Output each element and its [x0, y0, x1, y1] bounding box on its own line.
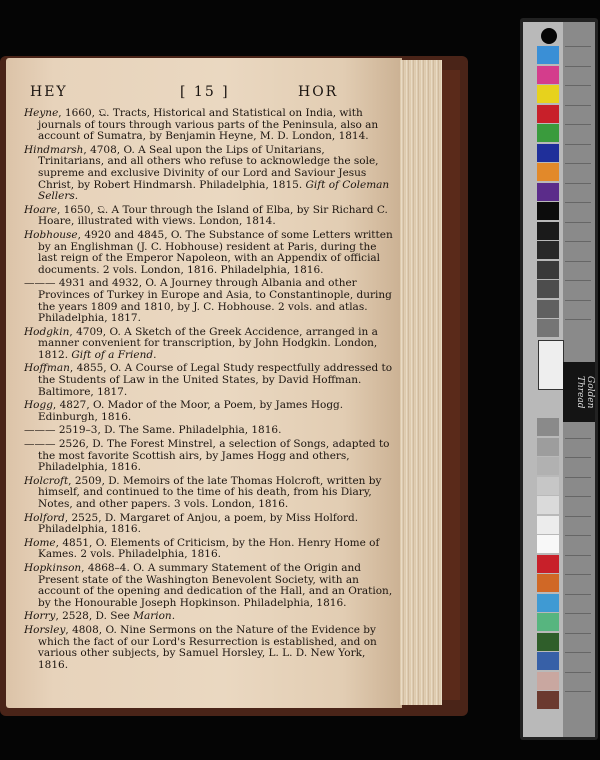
color-card-grid-cell	[565, 672, 591, 691]
color-card-grid-cell	[565, 652, 591, 671]
entry-text: , 4808, O. Nine Sermons on the Nature of the Evidence by which the fact of our Lord's Resurrection is established, and on various other subjects, by Samuel Horsley, L. L. D. New York, 1816.	[38, 623, 377, 671]
color-swatch	[537, 652, 559, 670]
entry-author: Hobhouse	[24, 228, 78, 241]
color-card-grid-cell	[565, 183, 591, 202]
card-hole	[541, 28, 557, 44]
catalog-entry	[24, 108, 394, 143]
entry-text: , 2528, D. See	[55, 610, 130, 623]
color-swatch	[537, 124, 559, 142]
entry-text: 4931 and 4932, O. A Journey through Albania and other Provinces of Turkey in Europe and Asia, to Constantinople, during the years 1809 and 1810, by J. C. Hobhouse. 2 vols. and atlas. Philadelphia, 1817.	[38, 277, 392, 325]
gray-swatch	[537, 438, 559, 456]
entry-author: Holcroft	[24, 474, 69, 487]
gray-swatch	[537, 516, 559, 534]
page-number: [ 15 ]	[180, 84, 230, 100]
catalog-entry	[24, 538, 394, 561]
catalog-entry	[24, 363, 394, 398]
catalog-entry	[24, 400, 394, 423]
color-swatch	[537, 46, 559, 64]
entry-author: ———	[24, 438, 56, 451]
entry-text: , 4868–4. O. A summary Statement of the Origin and Present state of the Washington Benevolent Society, with an account of the opening and dedication of the Hall, and an Oration, by the Honourable Joseph Hopkinson. Philadelphia, 1816.	[38, 561, 393, 609]
entry-author: Hoffman	[24, 362, 70, 375]
entry-text: , 1660, 𝔔. Tracts, Historical and Statistical on India, with journals of tours through various parts of the Peninsula, also an account of Sumatra, by Benjamin Heyne, M. D. London, 1814.	[38, 107, 379, 143]
color-swatch	[537, 555, 559, 573]
entry-author: Hopkinson	[24, 561, 82, 574]
color-card-grid-cell	[565, 241, 591, 260]
color-swatch	[537, 105, 559, 123]
catalog-entry	[24, 513, 394, 536]
entry-note: Gift of a Friend.	[71, 348, 157, 361]
color-swatch	[537, 85, 559, 103]
entry-author: Hogg	[24, 399, 53, 412]
gray-swatch	[537, 496, 559, 514]
gray-swatch	[537, 222, 559, 240]
color-swatch	[537, 574, 559, 592]
gray-swatch	[537, 261, 559, 279]
color-card-grid-cell	[565, 633, 591, 652]
color-swatch	[537, 633, 559, 651]
catalog-entry	[24, 327, 394, 362]
entry-text: , 1650, 𝔔. A Tour through the Island of Elba, by Sir Richard C. Hoare, illustrated with views. London, 1814.	[38, 203, 388, 228]
gray-swatch	[537, 319, 559, 337]
color-card-grid-cell	[565, 105, 591, 124]
entry-author: Hoare	[24, 203, 57, 216]
gray-swatch	[537, 457, 559, 475]
catalog-entry	[24, 439, 394, 474]
header-right: HOR	[298, 84, 339, 100]
color-card-grid-cell	[565, 46, 591, 65]
entry-author: Hindmarsh	[24, 143, 84, 156]
page-edges	[400, 60, 442, 705]
color-card-grid-cell	[565, 124, 591, 143]
entry-text: , 4920 and 4845, O. The Substance of some Letters written by an Englishman (J. C. Hobhouse) resident at Paris, during the last reign of the Emperor Napoleon, with an Appendix of official documents. 2 vols. London, 1816. Philadelphia, 1816.	[38, 228, 393, 276]
color-card-grid-cell	[565, 691, 591, 710]
entry-text: , 4827, O. Mador of the Moor, a Poem, by James Hogg. Edinburgh, 1816.	[38, 399, 344, 423]
gray-swatch	[537, 535, 559, 553]
page-header	[30, 84, 390, 104]
color-card-grid-cell	[565, 477, 591, 496]
catalog-entry	[24, 230, 394, 276]
color-card-grid-cell	[565, 85, 591, 104]
entry-author: ———	[24, 277, 56, 290]
color-swatch	[537, 691, 559, 709]
entry-author: Holford	[24, 511, 65, 524]
entry-text: , 4708, O. A Seal upon the Lips of Unitarians, Trinitarians, and all others who refuse to acknowledge the sole, supreme and exclusive Divinity of our Lord and Saviour Jesus Christ, by Robert Hindmarsh. Philadelphia, 1815.	[38, 143, 379, 191]
header-left: HEY	[30, 84, 68, 100]
catalog-entry	[24, 611, 394, 623]
gray-swatch	[537, 418, 559, 436]
catalog-entry	[24, 563, 394, 609]
color-swatch	[537, 183, 559, 201]
entry-text: , 2525, D. Margaret of Anjou, a poem, by Miss Holford. Philadelphia, 1816.	[38, 511, 359, 536]
color-card-grid-cell	[565, 438, 591, 457]
catalog-entry	[24, 205, 394, 228]
entry-author: Horry	[24, 610, 56, 623]
color-card-grid-cell	[565, 457, 591, 476]
color-swatch	[537, 66, 559, 84]
color-card-grid-cell	[565, 516, 591, 535]
color-card-grid-cell	[565, 613, 591, 632]
entry-author: Heyne	[24, 107, 59, 119]
entry-author: Home	[24, 536, 56, 549]
color-card-grid-cell	[565, 300, 591, 319]
gray-swatch	[537, 280, 559, 298]
gray-swatch	[537, 300, 559, 318]
color-card-grid-cell	[565, 144, 591, 163]
calibration-target	[538, 340, 564, 390]
color-card-grid-cell	[565, 594, 591, 613]
book-spine-edge	[442, 70, 460, 700]
color-card-grid-cell	[565, 280, 591, 299]
color-card-grid-cell	[565, 163, 591, 182]
entry-author: ———	[24, 424, 56, 437]
entry-text: , 4855, O. A Course of Legal Study respectfully addressed to the Students of Law in the United States, by David Hoffman. Baltimore, 1817.	[38, 362, 393, 398]
gray-swatch	[537, 477, 559, 495]
gray-swatch	[537, 241, 559, 259]
catalog-entry	[24, 278, 394, 324]
color-card-grid-cell	[565, 496, 591, 515]
catalog-entry	[24, 425, 394, 437]
entry-text: , 4709, O. A Sketch of the Greek Accidence, arranged in a manner convenient for transcription, by John Hodgkin. London, 1812.	[38, 325, 378, 361]
gray-swatch	[537, 202, 559, 220]
entry-text: 2526, D. The Forest Minstrel, a selection of Songs, adapted to the most favorite Scottish airs, by James Hogg and others, Philadelphia, 1816.	[38, 438, 390, 474]
catalog-entry	[24, 625, 394, 671]
catalog-entry	[24, 145, 394, 203]
entry-text: , 4851, O. Elements of Criticism, by the Hon. Henry Home of Kames. 2 vols. Philadelphia, 1816.	[38, 536, 380, 561]
color-card-grid-cell	[565, 202, 591, 221]
entry-note: Gift of Coleman Sellers.	[38, 178, 390, 203]
color-card-grid-cell	[565, 222, 591, 241]
color-card-grid-cell	[565, 555, 591, 574]
color-card-grid-cell	[565, 66, 591, 85]
color-swatch	[537, 163, 559, 181]
entry-text: , 2509, D. Memoirs of the late Thomas Holcroft, written by himself, and continued to the time of his death, from his Diary, Notes, and other papers. 3 vols. London, 1816.	[38, 474, 382, 510]
color-card-grid-cell	[565, 535, 591, 554]
entry-text: 2519–3, D. The Same. Philadelphia, 1816.	[55, 424, 282, 437]
color-swatch	[537, 672, 559, 690]
catalog-entries	[24, 108, 394, 673]
color-swatch	[537, 613, 559, 631]
catalog-entry	[24, 476, 394, 511]
entry-note: Marion.	[133, 610, 176, 623]
color-card-grid-cell	[565, 261, 591, 280]
color-swatch	[537, 144, 559, 162]
color-card-grid-cell	[565, 319, 591, 338]
entry-author: Hodgkin	[24, 325, 70, 338]
color-card-brand: Golden Thread	[563, 362, 595, 422]
color-swatch	[537, 594, 559, 612]
color-card-grid-cell	[565, 574, 591, 593]
entry-author: Horsley	[24, 623, 66, 636]
